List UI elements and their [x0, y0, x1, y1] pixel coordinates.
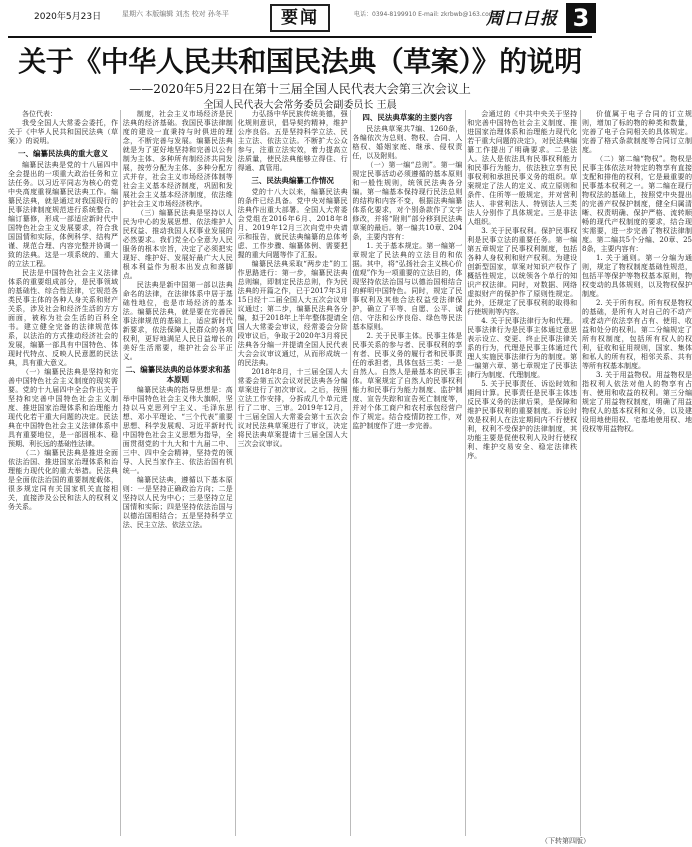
contact-info: 电话：0394-8199910 E-mail: zkrbwb@163.com [354, 11, 495, 18]
section-heading: 三、民法典编纂工作情况 [251, 176, 334, 185]
paragraph: 2. 关于所有权。所有权是物权的基础，是所有人对自己的不动产或者动产依法享有占有、使用、收益和处分的权利。第二分编规定了所有权制度，包括所有权人的权利，征收和征用规则，国家、集体和私人的所有权，相邻关系、共有等所有权基本制度。 [582, 299, 692, 370]
paragraph: 2018年8月，十三届全国人大常委会第五次会议对民法典各分编草案进行了初次审议。之后，按照立法工作安排，分拆成几个单元进行了二审、三审。2019年12月，十三届全国人大常委会第十五次会议对民法典草案进行了审议，决定将民法典草案提请十三届全国人大三次会议审议。 [237, 367, 348, 448]
column-divider [120, 110, 121, 836]
issue-date: 2020年5月23日 [34, 12, 102, 22]
paragraph: 4. 关于民事法律行为和代理。民事法律行为是民事主体通过意思表示设立、变更、终止民事法律关系的行为，代理是民事主体通过代理人实施民事法律行为的制度。第一编第六章、第七章规定了民事法律行为制度、代理制度。 [467, 317, 578, 379]
masthead [0, 0, 600, 36]
column-divider [580, 110, 581, 836]
paragraph: 民法典是新中国第一部以法典命名的法律，在法律体系中居于基础性地位，也是市场经济的基本法。编纂民法典，就是要在完善民事法律规范的基础上，适应新时代新要求，依法保障人民群众的各项权利，更好地满足人民日益增长的美好生活需要，维护社会公平正义。 [122, 281, 233, 361]
paragraph: 编纂民法典是党的十八届四中全会提出的一项重大政治任务和立法任务。以习近平同志为核心的党中央高度重视编纂民法典工作。编纂民法典，就是通过对我国现行的民事法律制度规范进行系统整合、编订纂修，形成一部适应新时代中国特色社会主义发展要求，符合我国国情和实际，体例科学、结构严谨、规范合理、内容完整并协调一致的法典。这是一项系统的、重大的立法工程。 [8, 160, 118, 268]
paragraph: 我受全国人大常委会委托，作关于《中华人民共和国民法典（草案）》的说明。 [8, 119, 118, 145]
paragraph: 编纂民法典的指导思想是：高举中国特色社会主义伟大旗帜，坚持以马克思列宁主义、毛泽东思想、邓小平理论、“三个代表”重要思想、科学发展观、习近平新时代中国特色社会主义思想为指导，全面贯彻党的十九大和十九届二中、三中、四中全会精神，坚持党的领导、人民当家作主、依法治国有机统一。 [122, 386, 233, 475]
paragraph: 党的十八大以来，编纂民法典的条件已经具备。党中央对编纂民法典作出重大部署。全国人大常委会党组在2016年6月、2018年8月、2019年12月三次向党中央请示和报告，就民法典编纂的总体考虑、工作步骤、编纂体例、需要把握的重大问题等作了汇报。 [237, 187, 348, 259]
text-column [123, 110, 233, 836]
text-column [467, 110, 577, 836]
paragraph: 民法是中国特色社会主义法律体系的重要组成部分，是民事领域的基础性、综合性法律，它规范各类民事主体的各种人身关系和财产关系，涉及社会和经济生活的方方面面，被称为社会生活的百科全书。建立健全完备的法律规范体系，以法治的方式推动经济社会的发展，编纂一部具有中国特色、体现时代特点、反映人民意愿的民法典，具有重大意义。 [8, 268, 118, 367]
paragraph: 民法典草案共7编、1260条，各编依次为总则、物权、合同、人格权、婚姻家庭、继承、侵权责任，以及附则。 [352, 124, 463, 160]
paragraph: 会通过的《中共中央关于坚持和完善中国特色社会主义制度、推进国家治理体系和治理能力现代化若干重大问题的决定》，对民法典编纂工作提出了明确要求。二是法人。法人是依法具有民事权利能力和民事行为能力，依法独立享有民事权利和承担民事义务的组织。草案规定了法人的定义、成立原则和条件、住所等一般规定，并对营利法人、非营利法人、特别法人三类法人分别作了具体规定。三是非法人组织。 [467, 110, 578, 226]
text-column [582, 110, 692, 836]
section-heading: 四、民法典草案的主要内容 [362, 113, 453, 122]
column-divider [235, 110, 236, 836]
paragraph: 5. 关于民事责任、诉讼时效和期间计算。民事责任是民事主体违反民事义务的法律后果，是保障和维护民事权利的重要制度。诉讼时效是权利人在法定期间内不行使权利，权利不受保护的法律制度，其功能主要是促使权利人及时行使权利、维护交易安全、稳定法律秩序。 [467, 380, 578, 460]
article-byline: 全国人民代表大会常务委员会副委员长 王晨 [203, 100, 397, 111]
continued-note: （下转第四版） [541, 837, 590, 845]
paragraph: （三）编纂民法典是坚持以人民为中心的发展思想、依法维护人民权益、推动我国人权事业发展的必然要求。我们党全心全意为人民服务的根本宗旨，决定了必须把实现好、维护好、发展好最广大人民根本利益作为根本出发点和落脚点。 [122, 209, 233, 280]
editor-info: 星期六 本版编辑 刘杰 校对 孙冬平 [122, 10, 229, 18]
paragraph: （二）编纂民法典是推进全面依法治国、推进国家治理体系和治理能力现代化的重大举措。民法典是全面依法治国的重要制度载体，很多规定同有关国家机关直接相关，直接涉及公民和法人的权利义务关系。 [8, 448, 118, 511]
section-label: 要闻 [270, 4, 330, 32]
article-subtitle: ——2020年5月22日在第十三届全国人民代表大会第三次会议上 [129, 82, 471, 96]
paper-logo: 周口日报 [486, 9, 558, 29]
paragraph: 3. 关于用益物权。用益物权是指权利人依法对他人的物享有占有、使用和收益的权利。第三分编规定了用益物权制度，明确了用益物权人的基本权利和义务，以及建设用地使用权、宅基地使用权、地役权等用益物权。 [582, 371, 692, 433]
column-divider [465, 110, 466, 836]
paragraph: 1. 关于基本规定。第一编第一章规定了民法典的立法目的和依据。其中，将“弘扬社会主义核心价值观”作为一项重要的立法目的，体现坚持依法治国与以德治国相结合的鲜明中国特色。同时，规定了民事权利及其他合法权益受法律保护，确立了平等、自愿、公平、诚信、守法和公序良俗、绿色等民法基本原则。 [352, 241, 463, 331]
section-heading: 二、编纂民法典的总体要求和基本原则 [125, 365, 231, 384]
paragraph: （一）第一编“总则”。第一编规定民事活动必须遵循的基本原则和一般性规则，统领民法典各分编。第一编基本保持现行民法总则的结构和内容不变，根据法典编纂体系化要求，对个别条款作了文字修改，并将“附则”部分移到民法典草案的最后。第一编共10章、204条，主要内容有： [352, 160, 463, 241]
paragraph: （二）第二编“物权”。物权是民事主体依法对特定的物享有直接支配和排他的权利，它是最重要的民事基本权利之一。第二编在现行物权法的基础上，按照党中央提出的完善产权保护制度，健全归属清晰、权责明确、保护严格、流转顺畅的现代产权制度的要求，结合现实需要，进一步完善了物权法律制度。第二编共5个分编、20章、258条，主要内容有： [582, 155, 692, 253]
paragraph: 3. 关于民事权利。保护民事权利是民事立法的重要任务。第一编第五章规定了民事权利制度，包括各种人身权利和财产权利。为建设创新型国家，草案对知识产权作了概括性规定，以统领各个单行的知识产权法律。同时，对数据、网络虚拟财产的保护作了原则性规定。此外，还规定了民事权利的取得和行使规则等内容。 [467, 227, 578, 316]
section-heading: 一、编纂民法典的重大意义 [18, 149, 108, 158]
paragraph: 2. 关于民事主体。民事主体是民事关系的参与者、民事权利的享有者、民事义务的履行者和民事责任的承担者，具体包括三类：一是自然人。自然人是最基本的民事主体。草案规定了自然人的民事权利能力和民事行为能力制度、监护制度、宣告失踪和宣告死亡制度等，并对个体工商户和农村承包经营户作了规定。结合疫情防控工作，对监护制度作了进一步完善。 [352, 331, 463, 430]
text-column [238, 110, 348, 836]
paragraph: 力弘扬中华民族传统美德，强化规则意识，倡导契约精神，维护公序良俗。五是坚持科学立法、民主立法、依法立法。不断扩大公众参与，注重立法实效，着力提高立法质量，使民法典能够立得住、行得通、真管用。 [237, 110, 348, 172]
paragraph: 价值属于电子合同的订立规则，增加了标的物的种类和数量，完善了电子合同相关的具体规定。完善了格式条款制度等合同订立制度。 [582, 110, 692, 154]
masthead-divider [8, 36, 592, 38]
page-number: 3 [566, 3, 596, 33]
text-column [8, 110, 118, 836]
article-title: 关于《中华人民共和国民法典（草案）》的说明 [18, 45, 582, 78]
paragraph: 制度，社会主义市场经济是民法典的经济基础。我国民事法律制度的建设一直秉持与时俱进的理念，不断完善与发展。编纂民法典就是为了更好地坚持和完善以公有制为主体、多种所有制经济共同发展，按劳分配为主体、多种分配方式并存，社会主义市场经济体制等社会主义基本经济制度，巩固和发展社会主义基本经济制度，依法维护社会主义市场经济秩序。 [122, 110, 233, 208]
article-body [8, 110, 692, 836]
paragraph: 1. 关于通则。第一分编为通则，规定了物权制度基础性规范，包括平等保护等物权基本原则，物权变动的具体规则，以及物权保护制度。 [582, 254, 692, 298]
paragraph: （一）编纂民法典是坚持和完善中国特色社会主义制度的现实需要。党的十九届四中全会作出关于坚持和完善中国特色社会主义制度、推进国家治理体系和治理能力现代化若干重大问题的决定。民法典在中国特色社会主义法律体系中具有重要地位，是一部固根本、稳预期、利长远的基础性法律。 [8, 367, 118, 448]
paragraph: 各位代表： [22, 110, 57, 118]
text-column [352, 110, 462, 836]
paragraph: 编纂民法典采取“两步走”的工作思路进行：第一步，编纂民法典总则编，即制定民法总则，作为民法典的开篇之作，已于2017年3月15日经十二届全国人大五次会议审议通过；第二步，编纂民法典各分编，拟于2018年上半年整体提请全国人大常委会审议，经常委会分阶段审议后，争取于2020年3月将民法典各分编一并提请全国人民代表大会会议审议通过，从而形成统一的民法典。 [237, 259, 348, 367]
column-divider [350, 110, 351, 836]
paragraph: 编纂民法典，遵循以下基本原则：一是坚持正确政治方向；二是坚持以人民为中心；三是坚持立足国情和实际；四是坚持依法治国与以德治国相结合；五是坚持科学立法、民主立法、依法立法。 [122, 476, 233, 529]
